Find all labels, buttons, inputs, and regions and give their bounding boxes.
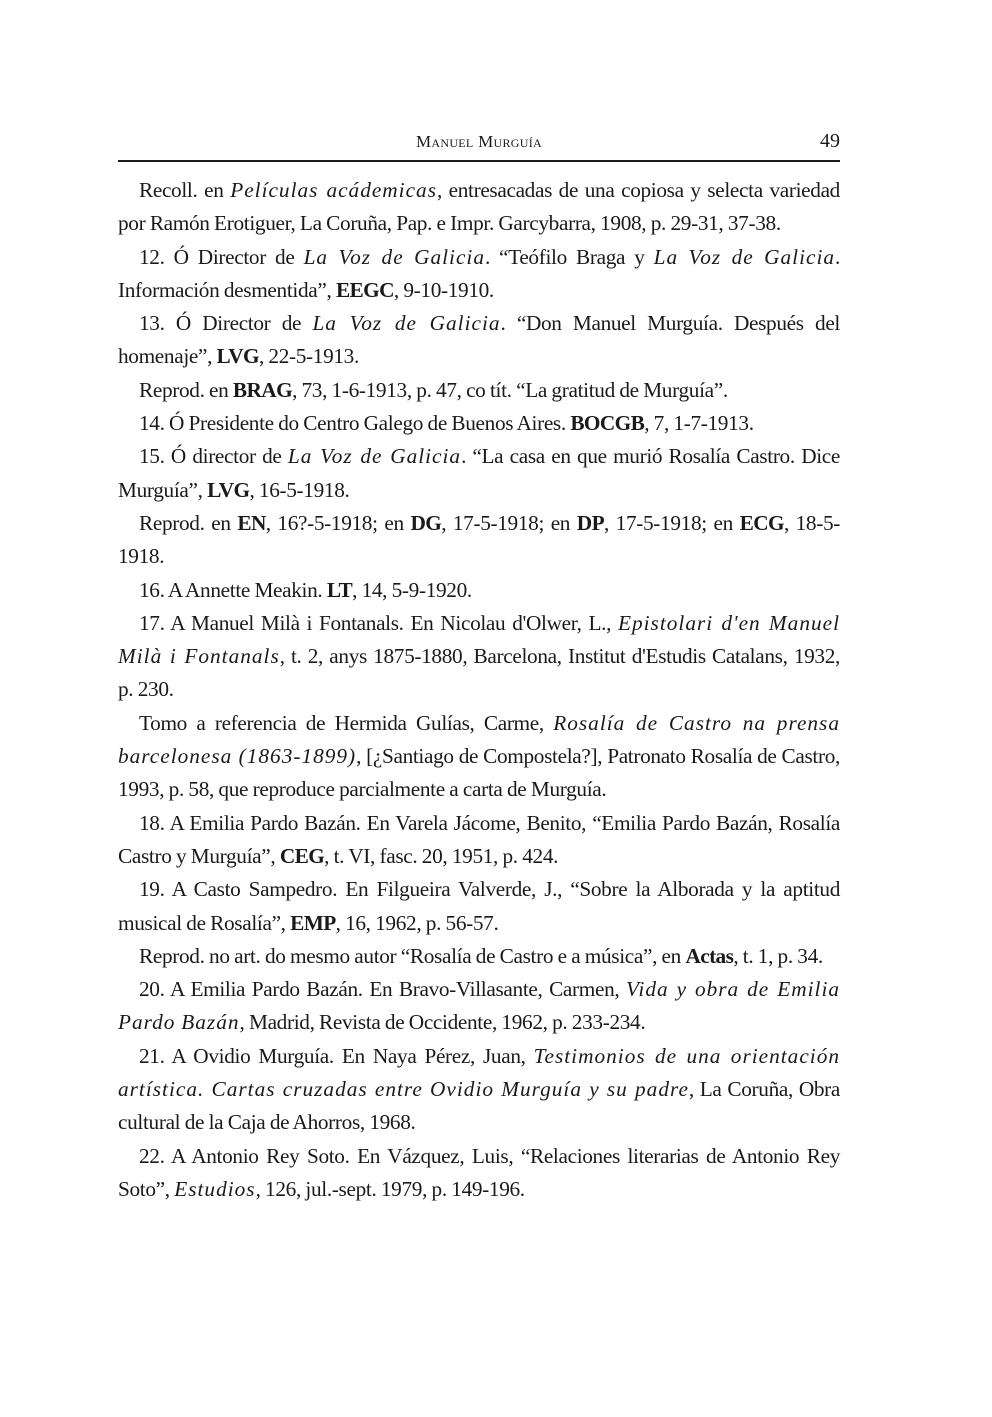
entry-text: 13. Ó Director de [139, 311, 313, 336]
source-abbreviation: DP [576, 510, 604, 535]
entry-text: , 16-5-1918. [249, 477, 350, 502]
entry-text: 18. A Emilia Pardo Bazán. En Varela Jácome, Benito, “Emilia Pardo Bazán, Rosalía Castro y Murguía”, [118, 810, 840, 868]
work-title: La Voz de Galicia [653, 244, 836, 269]
bibliography-entry [118, 607, 840, 707]
bibliography-entry [118, 574, 840, 607]
work-title: Epistolari d'en Manuel Milà i Fontanals [118, 610, 840, 669]
source-abbreviation: BRAG [232, 377, 293, 402]
bibliography-entry [118, 1040, 840, 1140]
entry-text: Tomo a referencia de Hermida Gulías, Carme, [139, 710, 554, 735]
source-abbreviation: BOCGB [570, 411, 645, 436]
book-page [118, 128, 840, 1206]
entry-text: 20. A Emilia Pardo Bazán. En Bravo-Villasante, Carmen, [139, 977, 626, 1002]
bibliography-entry [118, 241, 840, 308]
bibliography-entry [118, 440, 840, 507]
work-title: Estudios [174, 1176, 256, 1201]
entry-text: , t. 2, anys 1875-1880, Barcelona, Institut d'Estudis Catalans, 1932, p. 230. [118, 644, 840, 702]
source-abbreviation: CEG [279, 843, 325, 868]
source-abbreviation: DG [410, 510, 442, 535]
work-title: Películas acádemicas [230, 178, 437, 202]
entry-text: 19. A Casto Sampedro. En Filgueira Valverde, J., “Sobre la Alborada y la aptitud musical de Rosalía”, [118, 877, 840, 935]
bibliography-entry [118, 407, 840, 440]
entry-text: 22. A Antonio Rey Soto. En Vázquez, Luis, “Relaciones literarias de Antonio Rey Soto”, [118, 1143, 840, 1201]
entry-text: Reprod. en [139, 510, 238, 535]
entry-text: , t. VI, fasc. 20, 1951, p. 424. [324, 843, 559, 868]
entry-text: , [¿Santiago de Compostela?], Patronato Rosalía de Castro, 1993, p. 58, que reproduce parcialmente a carta de Murguía. [118, 744, 841, 802]
running-header [118, 128, 840, 162]
entry-text: , t. 1, p. 34. [733, 943, 823, 968]
bibliography-body [118, 174, 840, 1206]
entry-text: , 73, 1-6-1913, p. 47, co tít. “La gratitud de Murguía”. [292, 377, 728, 402]
entry-text: , Madrid, Revista de Occidente, 1962, p. 233-234. [239, 1010, 646, 1035]
work-title: La Voz de Galicia [303, 244, 485, 269]
entry-text: , 16?-5-1918; en [265, 510, 411, 535]
entry-text: 14. Ó Presidente do Centro Galego de Buenos Aires. [139, 411, 571, 436]
page-number: 49 [820, 130, 840, 152]
bibliography-entry [118, 1140, 840, 1207]
entry-text: , entresacadas de una copiosa y selecta variedad por Ramón Erotiguer, La Coruña, Pap. e Impr. Garcybarra, 1908, p. 29-31, 37-38. [118, 178, 840, 236]
entry-text: , 18-5-1918. [118, 510, 840, 569]
work-title: La Voz de Galicia [312, 311, 501, 336]
bibliography-entry [118, 973, 840, 1040]
entry-text: , 7, 1-7-1913. [644, 411, 754, 436]
entry-text: 17. A Manuel Milà i Fontanals. En Nicolau d'Olwer, L., [139, 610, 618, 635]
entry-text: 21. A Ovidio Murguía. En Naya Pérez, Juan, [139, 1043, 534, 1068]
bibliography-entry [118, 307, 840, 374]
bibliography-entry [118, 940, 840, 973]
work-title: Testimonios de una orientación artística. Cartas cruzadas entre Ovidio Murguía y su padre [118, 1043, 840, 1102]
source-abbreviation: LT [326, 577, 353, 602]
bibliography-entry [118, 174, 840, 241]
work-title: Rosalía de Castro na prensa barcelonesa (1863-1899) [118, 710, 840, 769]
entry-text: , 9-10-1910. [393, 277, 494, 302]
work-title: Vida y obra de Emilia Pardo Bazán [118, 977, 841, 1035]
entry-text: Recoll. en [139, 178, 231, 202]
source-abbreviation: LVG [216, 344, 259, 369]
entry-text: 12. Ó Director de [139, 244, 304, 269]
source-abbreviation: EEGC [335, 277, 394, 302]
entry-text: , 126, jul.-sept. 1979, p. 149-196. [255, 1176, 525, 1201]
source-abbreviation: EN [237, 510, 266, 535]
work-title: La Voz de Galicia [287, 444, 462, 469]
entry-text: 15. Ó director de [139, 444, 288, 469]
bibliography-entry [118, 507, 840, 574]
source-abbreviation: ECG [739, 510, 784, 535]
bibliography-entry [118, 374, 840, 407]
entry-text: . “Teófilo Braga y [484, 244, 654, 269]
entry-text: , 17-5-1918; en [441, 510, 577, 535]
entry-text: Reprod. no art. do mesmo autor “Rosalía de Castro e a música”, en [139, 943, 686, 968]
bibliography-entry [118, 707, 840, 807]
bibliography-entry [118, 807, 840, 874]
entry-text: , 22-5-1913. [258, 344, 359, 369]
entry-text: Reprod. en [139, 377, 233, 402]
entry-text: , 17-5-1918; en [604, 510, 740, 535]
source-abbreviation: EMP [290, 910, 336, 935]
entry-text: . “Don Manuel Murguía. Después del homenaje”, [118, 311, 840, 369]
entry-text: . Información desmentida”, [118, 244, 841, 302]
entry-text: 16. A Annette Meakin. [139, 577, 327, 602]
entry-text: , La Coruña, Obra cultural de la Caja de Ahorros, 1968. [118, 1077, 840, 1135]
entry-text: . “La casa en que murió Rosalía Castro. Dice Murguía”, [118, 444, 840, 502]
running-title: Manuel Murguía [415, 132, 542, 151]
entry-text: , 16, 1962, p. 56-57. [335, 910, 499, 935]
bibliography-entry [118, 873, 840, 940]
entry-text: , 14, 5-9-1920. [352, 577, 472, 602]
source-abbreviation: LVG [207, 477, 250, 502]
source-abbreviation: Actas [685, 943, 734, 968]
